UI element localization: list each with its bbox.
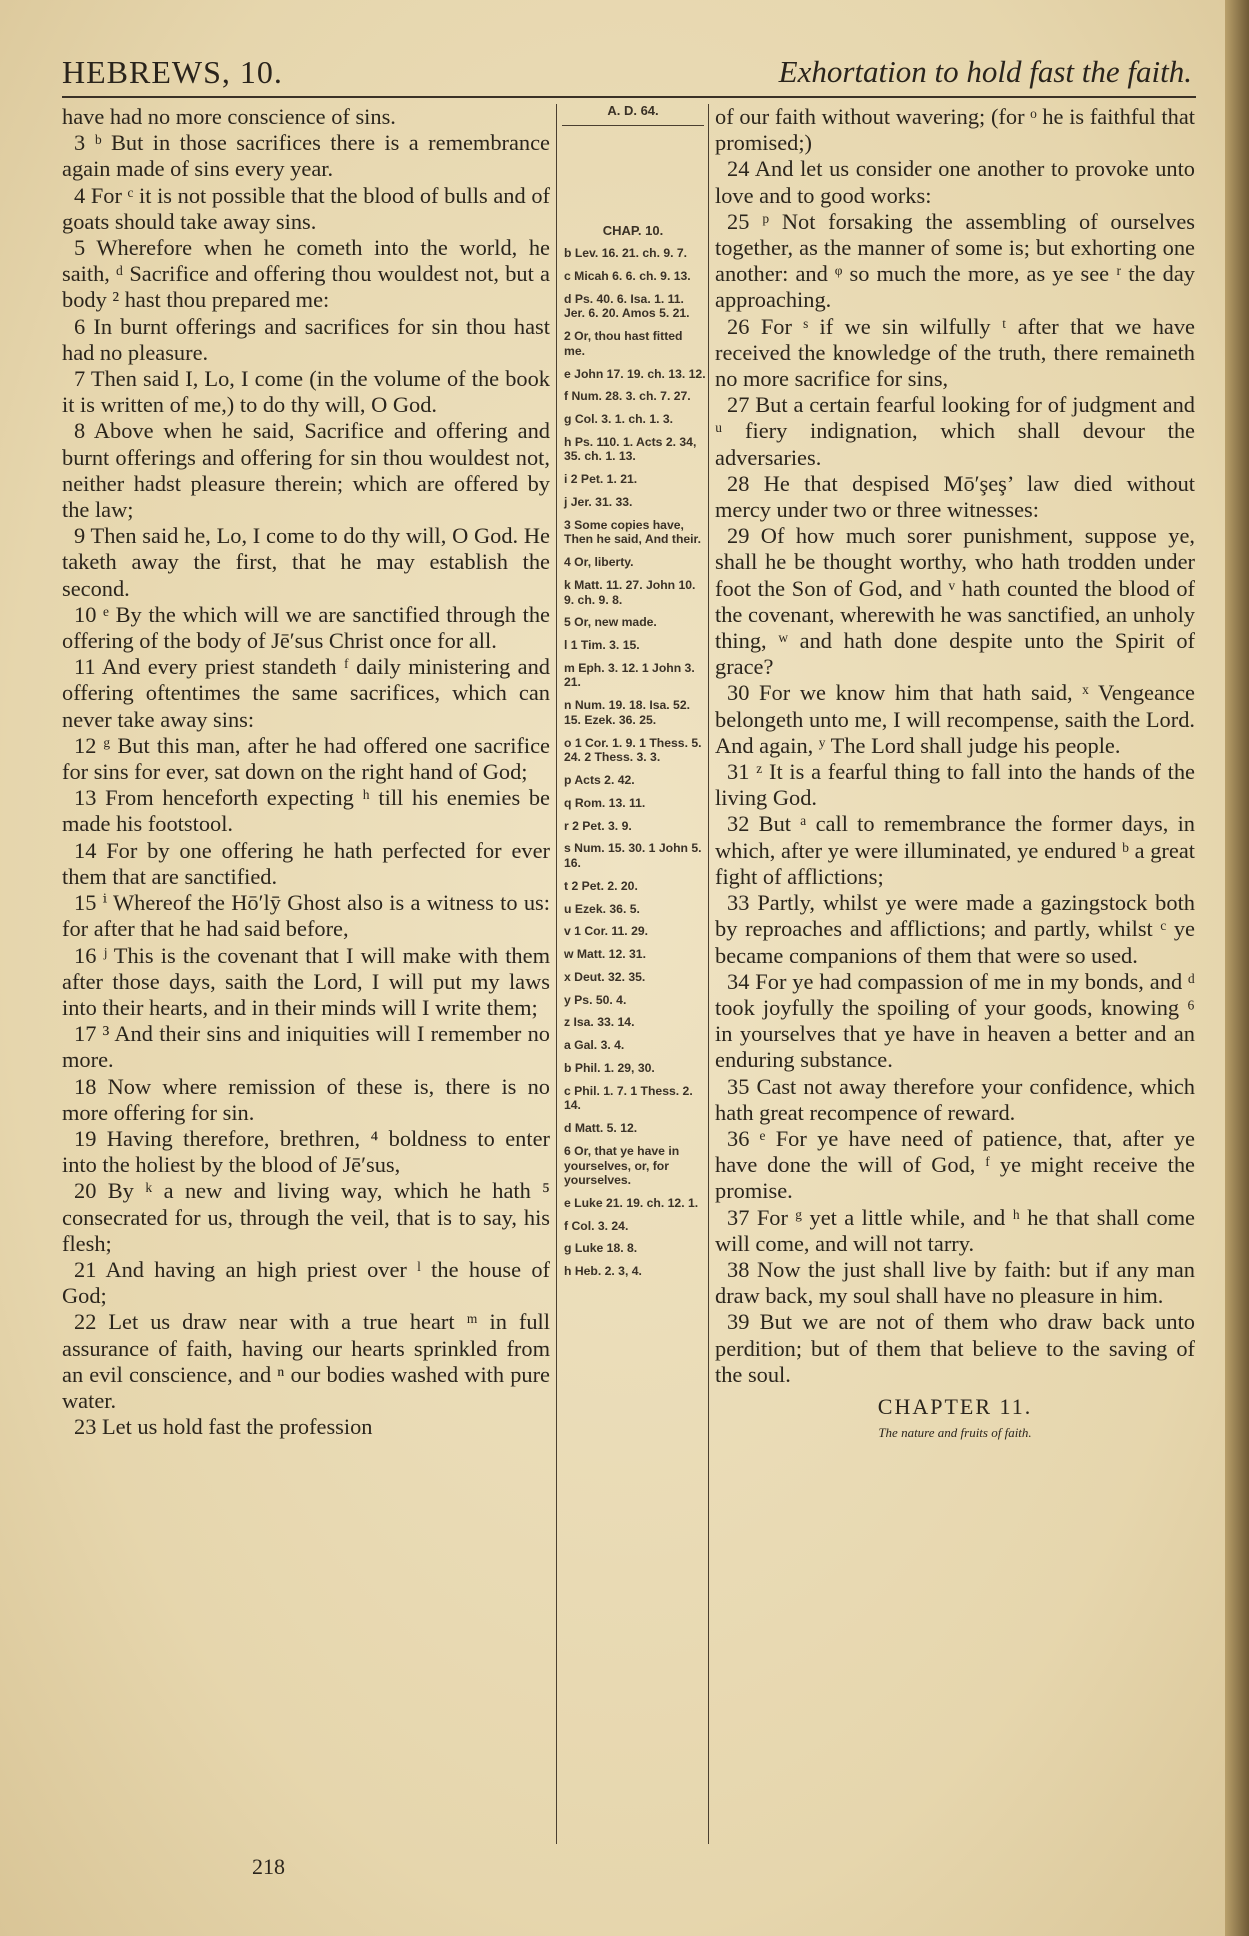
margin-chapter: CHAP. 10. <box>602 222 664 238</box>
verse: 16 ʲ This is the covenant that I will make with them after those days, saith the Lord, I will put my laws into their hearts, and in their minds will I write them; <box>62 942 550 1020</box>
verse: 18 Now where remission of these is, there is no more offering for sin. <box>62 1073 550 1125</box>
verse: 3 ᵇ But in those sacrifices there is a remembrance again made of sins every year. <box>62 130 550 182</box>
margin-note: f Col. 3. 24. <box>564 1218 629 1233</box>
margin-note: f Num. 28. 3. ch. 7. 27. <box>564 389 691 404</box>
verse: 20 By ᵏ a new and living way, which he hath ⁵ consecrated for us, through the veil, that is to say, his flesh; <box>62 1178 550 1256</box>
verse: 15 ⁱ Whereof the Hō′lȳ Ghost also is a witness to us: for after that he had said before, <box>62 890 550 942</box>
margin-note: j Jer. 31. 33. <box>564 495 633 509</box>
margin-note: 4 Or, liberty. <box>564 555 634 570</box>
verse: 39 But we are not of them who draw back unto perdition; but of them that believe to the saving of the soul. <box>715 1309 1195 1387</box>
verse: 31 ᶻ It is a fearful thing to fall into the hands of the living God. <box>715 759 1195 811</box>
margin-date: A. D. 64. <box>607 103 659 118</box>
column-divider-left <box>556 104 557 1844</box>
margin-note: b Lev. 16. 21. ch. 9. 7. <box>564 246 688 261</box>
chapter-heading: CHAPTER 11. <box>877 1393 1033 1419</box>
verse: 27 But a certain fearful looking for of judgment and ᵘ fiery indignation, which shall devour the adversaries. <box>715 392 1195 470</box>
margin-note: h Ps. 110. 1. Acts 2. 34, 35. ch. 1. 13. <box>564 434 697 464</box>
margin-note: r 2 Pet. 3. 9. <box>564 818 632 833</box>
verse: have had no more conscience of sins. <box>62 104 396 129</box>
margin-note: y Ps. 50. 4. <box>564 992 627 1007</box>
verse: 13 From henceforth expecting ʰ till his enemies be made his footstool. <box>62 785 550 837</box>
margin-note: g Col. 3. 1. ch. 1. 3. <box>564 412 674 427</box>
margin-note: u Ezek. 36. 5. <box>564 901 640 916</box>
margin-note: 2 Or, thou hast fitted me. <box>564 329 683 358</box>
margin-note: c Phil. 1. 7. 1 Thess. 2. 14. <box>564 1083 693 1113</box>
verse: 30 For we know him that hath said, ˣ Vengeance belongeth unto me, I will recompense, saith the Lord. And again, ʸ The Lord shall judge his people. <box>715 680 1195 758</box>
margin-note: x Deut. 32. 35. <box>564 969 646 984</box>
margin-note: s Num. 15. 30. 1 John 5. 16. <box>564 841 702 870</box>
verse: 28 He that despised Mō′şeş’ law died without mercy under two or three witnesses: <box>715 470 1195 523</box>
right-text-column <box>715 104 1195 1446</box>
margin-note: p Acts 2. 42. <box>564 773 635 787</box>
verse: 22 Let us draw near with a true heart ᵐ in full assurance of faith, having our hearts sprinkled from an evil conscience, and ⁿ our bodies washed with pure water. <box>62 1309 550 1413</box>
verse: 24 And let us consider one another to provoke unto love and to good works: <box>715 156 1195 208</box>
margin-note: e Luke 21. 19. ch. 12. 1. <box>564 1195 699 1210</box>
margin-note: d Ps. 40. 6. Isa. 1. 11. Jer. 6. 20. Amos 5. 21. <box>564 291 690 321</box>
margin-note: h Heb. 2. 3, 4. <box>564 1264 642 1279</box>
running-head-book: HEBREWS, 10. <box>62 54 283 90</box>
verse: 19 Having therefore, brethren, ⁴ boldness to enter into the holiest by the blood of Jē′sus, <box>62 1125 550 1178</box>
verse: 21 And having an high priest over ˡ the house of God; <box>62 1256 550 1309</box>
verse: 7 Then said I, Lo, I come (in the volume of the book it is written of me,) to do thy will, O God. <box>62 366 550 418</box>
margin-note: c Micah 6. 6. ch. 9. 13. <box>564 268 691 283</box>
margin-note: d Matt. 5. 12. <box>564 1121 638 1136</box>
margin-note: n Num. 19. 18. Isa. 52. 15. Ezek. 36. 25. <box>564 698 690 727</box>
page-header <box>62 50 1192 96</box>
margin-note: m Eph. 3. 12. 1 John 3. 21. <box>564 660 695 690</box>
verse: 11 And every priest standeth ᶠ daily ministering and offering oftentimes the same sacrifices, which can never take away sins: <box>62 654 550 732</box>
margin-note: i 2 Pet. 1. 21. <box>564 472 638 487</box>
margin-note: k Matt. 11. 27. John 10. 9. ch. 9. 8. <box>564 577 696 607</box>
verse: 33 Partly, whilst ye were made a gazingstock both by reproaches and afflictions; and partly, whilst ᶜ ye became companions of them that were so used. <box>715 890 1195 968</box>
margin-note: l 1 Tim. 3. 15. <box>564 638 640 653</box>
margin-note: a Gal. 3. 4. <box>564 1038 625 1053</box>
verse: 6 In burnt offerings and sacrifices for sin thou hast had no pleasure. <box>62 313 550 365</box>
margin-note: w Matt. 12. 31. <box>564 947 646 962</box>
margin-references <box>560 104 706 1287</box>
verse: 14 For by one offering he hath perfected for ever them that are sanctified. <box>62 837 550 889</box>
margin-note: 6 Or, that ye have in yourselves, or, for yourselves. <box>564 1143 680 1188</box>
verse: 8 Above when he said, Sacrifice and offering and burnt offerings and offering for sin thou wouldest not, neither hadst pleasure therein; which are offered by the law; <box>62 418 550 523</box>
margin-note: q Rom. 13. 11. <box>564 795 646 810</box>
margin-note: g Luke 18. 8. <box>564 1241 638 1256</box>
verse: 35 Cast not away therefore your confidence, which hath great recompence of reward. <box>715 1073 1195 1125</box>
verse: 29 Of how much sorer punishment, suppose ye, shall he be thought worthy, who hath trodden under foot the Son of God, and ᵛ hath counted the blood of the covenant, wherewith he was sanctified, an unholy thing, ʷ and hath done despite unto the Spirit of grace? <box>715 523 1195 680</box>
margin-note: b Phil. 1. 29, 30. <box>564 1060 655 1075</box>
verse: 17 ³ And their sins and iniquities will I remember no more. <box>62 1021 550 1073</box>
margin-note: e John 17. 19. ch. 13. 12. <box>564 366 706 381</box>
verse: 12 ᵍ But this man, after he had offered one sacrifice for sins for ever, sat down on the right hand of God; <box>62 732 550 785</box>
verse: 37 For ᵍ yet a little while, and ʰ he that shall come will come, and will not tarry. <box>715 1204 1195 1256</box>
verse: 5 Wherefore when he cometh into the world, he saith, ᵈ Sacrifice and offering thou wouldest not, but a body ² hast thou prepared me: <box>62 235 550 313</box>
verse: 38 Now the just shall live by faith: but if any man draw back, my soul shall have no pleasure in him. <box>715 1256 1195 1309</box>
page-number: 218 <box>252 1854 285 1879</box>
margin-note: 3 Some copies have, Then he said, And their. <box>564 517 702 547</box>
verse: 36 ᵉ For ye have need of patience, that, after ye have done the will of God, ᶠ ye might receive the promise. <box>715 1125 1195 1204</box>
chapter-subtitle: The nature and fruits of faith. <box>878 1425 1032 1441</box>
left-text-column <box>62 104 550 1440</box>
verse: 4 For ᶜ it is not possible that the blood of bulls and of goats should take away sins. <box>62 182 550 234</box>
verse: 9 Then said he, Lo, I come to do thy will, O God. He taketh away the first, that he may establish the second. <box>62 523 550 601</box>
verse: 26 For ˢ if we sin wilfully ᵗ after that we have received the knowledge of the truth, there remaineth no more sacrifice for sins, <box>715 313 1195 392</box>
verse: of our faith without wavering; (for ᵒ he is faithful that promised;) <box>715 104 1195 156</box>
verse: 23 Let us hold fast the profession <box>74 1414 373 1440</box>
page-edge-shadow <box>1225 0 1249 1936</box>
header-rule <box>62 96 1196 98</box>
margin-date-rule <box>562 125 704 126</box>
verse: 32 But ᵃ call to remembrance the former days, in which, after ye were illuminated, ye endured ᵇ a great fight of afflictions; <box>715 811 1195 889</box>
running-head-topic: Exhortation to hold fast the faith. <box>778 54 1192 89</box>
margin-note: z Isa. 33. 14. <box>564 1015 635 1030</box>
margin-note: t 2 Pet. 2. 20. <box>564 878 638 893</box>
margin-note: v 1 Cor. 11. 29. <box>564 924 649 939</box>
verse: 25 ᵖ Not forsaking the assembling of ourselves together, as the manner of some is; but exhorting one another: and ᵠ so much the more, as ye see ʳ the day approaching. <box>715 208 1195 313</box>
margin-note: 5 Or, new made. <box>564 615 657 630</box>
verse: 10 ᵉ By the which will we are sanctified through the offering of the body of Jē′sus Christ once for all. <box>62 601 550 654</box>
margin-note: o 1 Cor. 1. 9. 1 Thess. 5. 24. 2 Thess. 3. 3. <box>564 735 702 765</box>
verse: 34 For ye had compassion of me in my bonds, and ᵈ took joyfully the spoiling of your goods, knowing ⁶ in yourselves that ye have in heaven a better and an enduring substance. <box>715 968 1195 1073</box>
column-divider-right <box>708 104 709 1844</box>
